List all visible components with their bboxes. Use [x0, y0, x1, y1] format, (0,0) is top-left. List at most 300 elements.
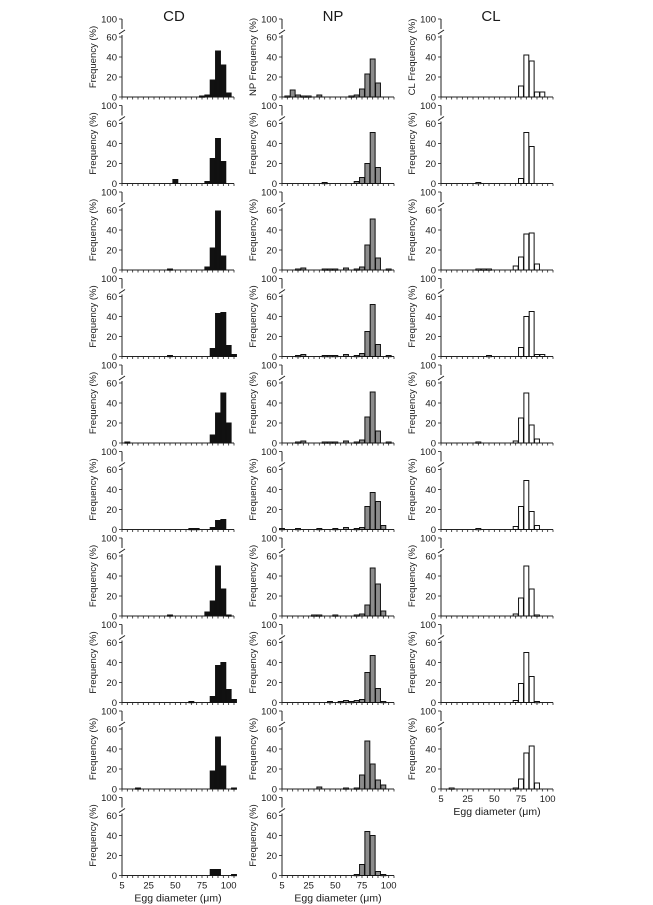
bar-cl-9	[524, 753, 529, 789]
y-tick-label-np-10: 0	[271, 871, 277, 882]
y-axis-break-cl-7	[438, 549, 444, 553]
bar-cl-6	[529, 512, 534, 530]
y-tick-label-np-5: 20	[266, 418, 277, 430]
y-tick-label-cd-8: 20	[106, 678, 117, 689]
y-tick-label-cl-9: 60	[425, 724, 436, 736]
bar-cl-9	[529, 746, 534, 789]
bar-np-4	[370, 305, 375, 357]
y-axis-label-np-10: Frequency (%)	[248, 804, 259, 867]
y-tick-label-np-10: 40	[266, 831, 277, 842]
bar-np-7	[376, 584, 381, 616]
bar-np-6	[280, 529, 285, 530]
bar-cd-9	[210, 771, 215, 789]
bar-np-7	[381, 611, 386, 616]
bar-cl-5	[524, 393, 529, 443]
y-tick-label-cd-10: 100	[101, 793, 117, 804]
bar-np-1	[306, 96, 311, 97]
y-tick-label-np-7: 40	[266, 571, 277, 583]
y-tick-label-cl-7: 60	[425, 551, 436, 563]
bar-cl-9	[519, 779, 524, 789]
bar-cd-3	[205, 267, 210, 270]
x-tick-label-cd-10: 75	[196, 880, 208, 892]
bar-cl-3	[476, 269, 481, 270]
bar-cl-3	[487, 269, 492, 270]
bar-cd-5	[216, 413, 221, 443]
bar-np-1	[360, 89, 365, 97]
bar-cl-2	[524, 133, 529, 184]
y-axis-break-np-7	[279, 549, 285, 553]
y-axis-break-cl-6	[438, 463, 444, 467]
bar-np-8	[376, 689, 381, 703]
y-axis-label-np-7: Frequency (%)	[248, 544, 259, 608]
x-axis-label-np-10: Egg diameter (μm)	[294, 892, 382, 905]
bar-np-7	[333, 615, 338, 616]
bar-cd-7	[221, 589, 226, 616]
y-tick-label-cl-4: 20	[425, 332, 436, 343]
y-tick-label-np-2: 60	[266, 119, 277, 130]
y-tick-label-cl-2: 20	[425, 159, 436, 170]
bar-np-3	[370, 219, 375, 270]
y-tick-label-np-5: 40	[266, 398, 277, 410]
bar-cl-7	[519, 598, 524, 616]
y-axis-break-cl-2	[438, 117, 444, 121]
y-axis-label-cl-4: Frequency (%)	[407, 285, 418, 348]
y-tick-label-np-3: 20	[266, 245, 277, 257]
y-tick-label-cl-8: 100	[420, 620, 436, 631]
bar-np-5	[301, 441, 306, 443]
y-tick-label-np-4: 100	[261, 274, 277, 285]
bar-np-6	[365, 507, 370, 530]
bar-cl-5	[519, 418, 524, 443]
bar-cl-3	[524, 234, 529, 270]
y-tick-label-cl-3: 40	[425, 225, 436, 237]
y-axis-break-cl-1	[438, 30, 444, 34]
bar-cl-3	[535, 264, 540, 270]
bar-cl-5	[476, 442, 481, 443]
bar-np-8	[338, 702, 343, 703]
y-tick-label-cd-7: 20	[106, 591, 117, 603]
y-tick-label-cd-7: 100	[101, 533, 117, 545]
y-axis-break-np-8	[279, 636, 285, 640]
y-axis-label-cl-2: Frequency (%)	[407, 112, 418, 175]
bar-cl-8	[529, 677, 534, 703]
y-tick-label-cd-8: 100	[101, 620, 117, 631]
bar-np-5	[354, 442, 359, 443]
y-tick-label-np-4: 60	[266, 292, 277, 303]
bar-np-4	[322, 356, 327, 357]
y-tick-label-cd-1: 100	[101, 14, 117, 26]
y-axis-label-cl-3: Frequency (%)	[407, 198, 418, 262]
bar-np-7	[317, 615, 322, 616]
bar-cd-1	[226, 93, 231, 97]
y-axis-label-np-5: Frequency (%)	[248, 371, 259, 435]
bar-np-6	[333, 529, 338, 530]
bar-cd-7	[205, 612, 210, 616]
bar-np-6	[344, 528, 349, 530]
y-tick-label-np-8: 60	[266, 638, 277, 649]
y-tick-label-np-2: 20	[266, 159, 277, 170]
y-tick-label-np-9: 60	[266, 724, 277, 736]
bar-np-10	[365, 832, 370, 876]
y-tick-label-cl-5: 60	[425, 378, 436, 390]
bar-np-3	[354, 269, 359, 270]
x-tick-label-cl-9: 50	[489, 794, 500, 805]
bar-cd-3	[216, 211, 221, 270]
y-axis-label-np-8: Frequency (%)	[248, 631, 259, 694]
y-tick-label-cd-10: 20	[106, 851, 117, 862]
y-axis-label-cl-5: Frequency (%)	[407, 371, 418, 435]
bar-cl-6	[519, 507, 524, 530]
y-axis-break-cd-8	[119, 636, 125, 640]
y-tick-label-np-10: 20	[266, 851, 277, 862]
bar-cd-4	[226, 346, 231, 357]
y-axis-break-cd-2	[119, 117, 125, 121]
bar-np-8	[349, 702, 354, 703]
y-tick-label-cl-1: 100	[420, 14, 436, 26]
bar-cd-4	[221, 313, 226, 357]
bar-cl-3	[529, 233, 534, 270]
y-tick-label-np-7: 60	[266, 551, 277, 563]
bar-cd-6	[189, 529, 194, 530]
bar-np-4	[376, 345, 381, 357]
bar-np-2	[322, 183, 327, 184]
y-tick-label-cd-9: 20	[106, 764, 117, 776]
bar-np-1	[354, 95, 359, 97]
y-tick-label-np-2: 100	[261, 101, 277, 112]
y-tick-label-cd-1: 60	[106, 32, 117, 44]
bar-cl-3	[513, 266, 518, 270]
y-tick-label-cl-6: 60	[425, 465, 436, 476]
y-tick-label-cl-7: 0	[430, 611, 436, 623]
x-tick-label-np-10: 75	[356, 880, 368, 892]
bar-cd-9	[136, 788, 141, 789]
bar-np-4	[365, 332, 370, 357]
bar-cl-9	[535, 783, 540, 789]
y-tick-label-cd-7: 0	[111, 611, 117, 623]
y-tick-label-cd-1: 0	[111, 92, 117, 104]
bar-cd-1	[216, 51, 221, 97]
y-tick-label-cd-6: 100	[101, 447, 117, 458]
bar-np-1	[365, 74, 370, 97]
y-tick-label-np-1: 0	[271, 92, 277, 104]
y-axis-label-np-4: Frequency (%)	[248, 285, 259, 348]
bar-np-8	[328, 702, 333, 703]
y-tick-label-cl-1: 60	[425, 32, 436, 44]
bar-np-5	[370, 392, 375, 443]
bar-cl-4	[535, 355, 540, 357]
y-tick-label-cd-3: 60	[106, 205, 117, 217]
y-tick-label-np-1: 60	[266, 32, 277, 44]
y-axis-label-cd-6: Frequency (%)	[88, 458, 99, 521]
y-tick-label-cd-9: 60	[106, 724, 117, 736]
bar-np-3	[296, 269, 301, 270]
y-tick-label-cd-8: 60	[106, 638, 117, 649]
bar-cl-5	[535, 439, 540, 443]
y-tick-label-np-5: 0	[271, 438, 277, 450]
y-axis-break-np-9	[279, 722, 285, 726]
bar-cl-6	[513, 527, 518, 530]
bar-np-6	[296, 529, 301, 530]
bar-np-9	[360, 775, 365, 789]
y-tick-label-np-1: 100	[261, 14, 277, 26]
y-tick-label-np-9: 100	[261, 706, 277, 718]
y-tick-label-cd-3: 0	[111, 265, 117, 277]
bar-np-10	[381, 875, 386, 876]
bar-np-8	[360, 700, 365, 703]
bar-cl-7	[513, 614, 518, 616]
bar-cd-8	[210, 697, 215, 703]
y-tick-label-cd-3: 20	[106, 245, 117, 257]
x-tick-label-cd-10: 100	[220, 880, 237, 892]
bar-np-5	[296, 442, 301, 443]
bar-np-6	[360, 528, 365, 530]
bar-cl-6	[535, 526, 540, 530]
y-tick-label-cl-2: 60	[425, 119, 436, 130]
y-tick-label-np-8: 0	[271, 698, 277, 709]
bar-np-3	[322, 269, 327, 270]
y-tick-label-cl-3: 100	[420, 187, 436, 199]
bar-np-5	[328, 442, 333, 443]
y-tick-label-cl-5: 100	[420, 360, 436, 372]
y-tick-label-cd-1: 40	[106, 52, 117, 64]
bar-cd-8	[232, 700, 237, 703]
y-axis-break-cl-4	[438, 290, 444, 294]
y-tick-label-cl-1: 0	[430, 92, 436, 104]
y-axis-label-cd-9: Frequency (%)	[88, 717, 99, 781]
y-axis-label-cd-5: Frequency (%)	[88, 371, 99, 435]
y-axis-break-np-1	[279, 30, 285, 34]
y-tick-label-np-1: 20	[266, 72, 277, 84]
bar-cd-8	[221, 663, 226, 703]
x-tick-label-cl-9: 5	[438, 794, 444, 805]
bar-cd-7	[216, 566, 221, 616]
bar-cd-7	[168, 615, 173, 616]
x-tick-label-cl-9: 100	[539, 794, 556, 805]
y-tick-label-cl-2: 40	[425, 139, 436, 150]
bar-cl-1	[540, 92, 545, 97]
y-tick-label-np-3: 60	[266, 205, 277, 217]
y-tick-label-cl-4: 100	[420, 274, 436, 285]
bar-cd-7	[226, 615, 231, 616]
bar-cl-7	[535, 615, 540, 616]
bar-np-3	[333, 269, 338, 270]
y-axis-label-cl-6: Frequency (%)	[407, 458, 418, 521]
column-title-cl: CL	[481, 8, 501, 25]
bar-cd-10	[216, 870, 221, 876]
bar-cl-1	[535, 92, 540, 97]
bar-cd-1	[210, 80, 215, 97]
y-tick-label-cd-1: 20	[106, 72, 117, 84]
y-tick-label-np-5: 60	[266, 378, 277, 390]
y-axis-label-np-2: Frequency (%)	[248, 112, 259, 175]
x-tick-label-cd-10: 25	[143, 880, 154, 892]
y-tick-label-cd-5: 20	[106, 418, 117, 430]
x-tick-label-cl-9: 75	[515, 794, 527, 805]
y-axis-label-cd-7: Frequency (%)	[88, 544, 99, 608]
y-tick-label-cd-5: 40	[106, 398, 117, 410]
y-tick-label-np-5: 100	[261, 360, 277, 372]
bar-cd-6	[194, 529, 199, 530]
bar-cl-4	[529, 312, 534, 357]
bar-cl-6	[476, 529, 481, 530]
bar-cd-4	[216, 314, 221, 357]
bar-np-5	[386, 442, 391, 443]
y-axis-break-cd-4	[119, 290, 125, 294]
y-axis-label-cd-4: Frequency (%)	[88, 285, 99, 348]
bar-cl-7	[529, 589, 534, 616]
x-tick-label-cd-10: 50	[170, 880, 181, 892]
bar-np-1	[285, 96, 290, 97]
y-tick-label-np-2: 40	[266, 139, 277, 150]
y-tick-label-cd-3: 40	[106, 225, 117, 237]
bar-np-1	[290, 90, 295, 97]
bar-cd-8	[226, 690, 231, 703]
y-tick-label-cl-1: 40	[425, 52, 436, 64]
bar-np-10	[376, 872, 381, 876]
bar-np-1	[317, 95, 322, 97]
y-tick-label-cd-3: 100	[101, 187, 117, 199]
bar-cl-4	[519, 348, 524, 357]
x-tick-label-np-10: 100	[380, 880, 397, 892]
y-tick-label-cl-7: 40	[425, 571, 436, 583]
y-tick-label-cl-9: 100	[420, 706, 436, 718]
bar-cd-5	[125, 442, 130, 443]
bar-cd-5	[226, 423, 231, 443]
y-tick-label-cd-5: 100	[101, 360, 117, 372]
y-axis-label-cd-1: Frequency (%)	[88, 25, 99, 89]
bar-cd-4	[232, 355, 237, 357]
y-tick-label-cd-10: 40	[106, 831, 117, 842]
bar-np-2	[354, 182, 359, 184]
bar-np-1	[296, 95, 301, 97]
bar-np-4	[344, 355, 349, 357]
y-axis-label-cl-1: CL Frequency (%)	[407, 18, 418, 96]
y-axis-label-cd-8: Frequency (%)	[88, 631, 99, 694]
y-tick-label-cl-1: 20	[425, 72, 436, 84]
y-tick-label-np-9: 20	[266, 764, 277, 776]
bar-cl-9	[449, 788, 454, 789]
y-tick-label-cl-3: 20	[425, 245, 436, 257]
bar-np-9	[344, 788, 349, 789]
bar-cd-2	[210, 159, 215, 184]
y-tick-label-cd-7: 60	[106, 551, 117, 563]
y-tick-label-cd-10: 60	[106, 811, 117, 822]
bar-cl-3	[519, 257, 524, 270]
y-tick-label-cl-7: 100	[420, 533, 436, 545]
bar-np-9	[354, 788, 359, 789]
y-axis-break-cl-9	[438, 722, 444, 726]
y-axis-label-np-6: Frequency (%)	[248, 458, 259, 521]
bar-cl-5	[529, 425, 534, 443]
y-tick-label-cd-4: 100	[101, 274, 117, 285]
y-tick-label-cd-9: 0	[111, 784, 117, 796]
bar-np-2	[370, 133, 375, 184]
x-axis-label-cl-9: Egg diameter (μm)	[453, 806, 541, 818]
y-tick-label-np-6: 20	[266, 505, 277, 516]
y-axis-break-cd-7	[119, 549, 125, 553]
y-tick-label-cl-2: 0	[430, 179, 436, 190]
y-axis-label-cd-10: Frequency (%)	[88, 804, 99, 867]
bar-cd-5	[210, 435, 215, 443]
bar-cd-5	[221, 393, 226, 443]
y-tick-label-cd-2: 0	[111, 179, 117, 190]
bar-cd-6	[221, 520, 226, 530]
y-axis-label-cl-7: Frequency (%)	[407, 544, 418, 608]
y-tick-label-cl-6: 40	[425, 485, 436, 496]
bar-cl-4	[540, 355, 545, 357]
y-tick-label-cl-7: 20	[425, 591, 436, 603]
y-axis-break-np-4	[279, 290, 285, 294]
y-axis-break-cd-10	[119, 809, 125, 813]
y-tick-label-cl-5: 20	[425, 418, 436, 430]
y-tick-label-cl-3: 60	[425, 205, 436, 217]
y-tick-label-cl-6: 100	[420, 447, 436, 458]
bar-np-1	[370, 59, 375, 97]
bar-np-1	[376, 83, 381, 97]
bar-np-7	[312, 615, 317, 616]
bar-np-4	[328, 356, 333, 357]
y-tick-label-cd-2: 100	[101, 101, 117, 112]
bar-np-5	[322, 442, 327, 443]
column-title-cd: CD	[163, 8, 185, 25]
x-tick-label-cl-9: 25	[462, 794, 473, 805]
y-tick-label-cd-2: 40	[106, 139, 117, 150]
bar-cl-7	[524, 566, 529, 616]
bar-cd-1	[200, 96, 205, 97]
bar-cd-6	[216, 521, 221, 530]
bar-cl-5	[513, 441, 518, 443]
bar-cd-2	[205, 182, 210, 184]
y-axis-break-cd-6	[119, 463, 125, 467]
y-axis-break-cl-5	[438, 376, 444, 380]
y-tick-label-cl-5: 40	[425, 398, 436, 410]
bar-cl-8	[535, 702, 540, 703]
y-axis-label-np-9: Frequency (%)	[248, 717, 259, 781]
x-tick-label-np-10: 50	[330, 880, 341, 892]
y-axis-label-np-3: Frequency (%)	[248, 198, 259, 262]
bar-np-9	[365, 741, 370, 789]
panels-group	[88, 15, 556, 905]
bar-cd-7	[210, 601, 215, 616]
y-tick-label-cl-5: 0	[430, 438, 436, 450]
x-tick-label-np-10: 25	[303, 880, 314, 892]
y-axis-break-cd-9	[119, 722, 125, 726]
y-tick-label-cd-2: 60	[106, 119, 117, 130]
y-tick-label-np-7: 0	[271, 611, 277, 623]
bar-np-3	[328, 269, 333, 270]
bar-np-4	[360, 354, 365, 357]
y-axis-label-cd-2: Frequency (%)	[88, 112, 99, 175]
y-tick-label-np-9: 40	[266, 744, 277, 756]
y-tick-label-np-3: 100	[261, 187, 277, 199]
y-axis-break-cd-5	[119, 376, 125, 380]
bar-cl-1	[519, 86, 524, 97]
bar-cd-9	[232, 788, 237, 789]
bar-cl-2	[519, 179, 524, 184]
bar-np-10	[354, 875, 359, 876]
bar-np-4	[301, 355, 306, 357]
y-tick-label-cl-4: 60	[425, 292, 436, 303]
bar-np-6	[317, 529, 322, 530]
bar-cl-1	[529, 61, 534, 97]
bar-np-1	[349, 96, 354, 97]
bar-cd-2	[221, 162, 226, 184]
y-tick-label-cd-4: 0	[111, 352, 117, 363]
y-tick-label-cl-8: 0	[430, 698, 436, 709]
y-tick-label-cl-6: 20	[425, 505, 436, 516]
y-tick-label-np-7: 100	[261, 533, 277, 545]
y-tick-label-cd-7: 40	[106, 571, 117, 583]
